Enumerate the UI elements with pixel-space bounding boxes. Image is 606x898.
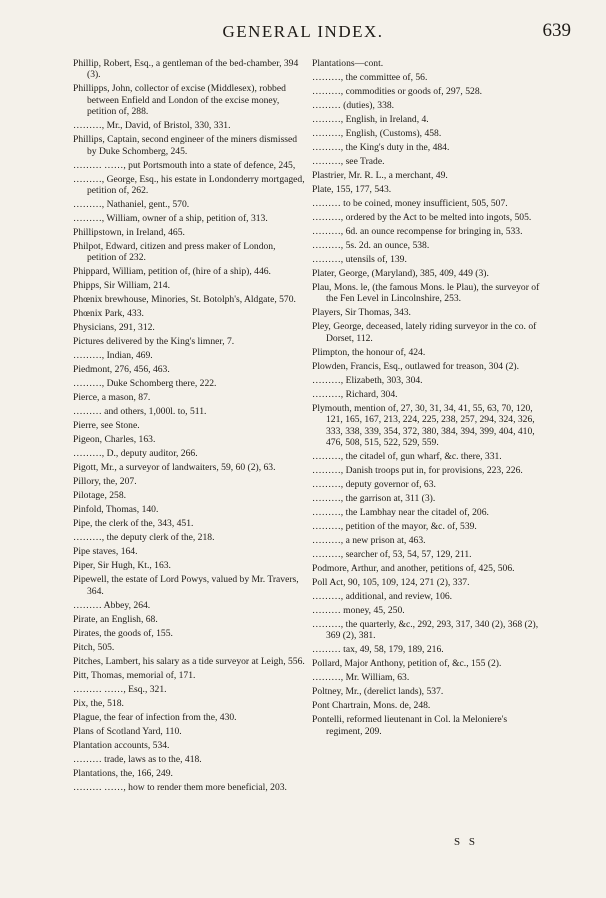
index-entry: Pictures delivered by the King's limner, 7. bbox=[73, 336, 235, 348]
index-entry: ………, Danish troops put in, for provisions, 223, 226. bbox=[312, 465, 523, 477]
running-head: GENERAL INDEX. bbox=[222, 22, 384, 41]
index-entry: Pley, George, deceased, lately riding surveyor in the co. of Dorset, 112. bbox=[312, 321, 537, 344]
index-entry: ……… ……, put Portsmouth into a state of defence, 245, bbox=[73, 159, 296, 171]
index-entry: Pipe, the clerk of the, 343, 451. bbox=[73, 518, 194, 530]
index-entry: ………, 6d. an ounce recompense for bringing in, 533. bbox=[312, 226, 523, 237]
index-entry: Pitches, Lambert, his salary as a tide surveyor at Leigh, 556. bbox=[73, 655, 305, 667]
index-entry: ……… trade, laws as to the, 418. bbox=[73, 753, 202, 765]
index-entry: Plau, Mons. le, (the famous Mons. le Plau), the surveyor of the Fen Level in Lincolnshire, 253. bbox=[312, 282, 540, 305]
index-entry: Plans of Scotland Yard, 110. bbox=[73, 725, 182, 737]
index-entry: Plague, the fear of infection from the, 430. bbox=[73, 711, 237, 723]
index-entry: Pix, the, 518. bbox=[73, 697, 124, 709]
index-entry: Piedmont, 276, 456, 463. bbox=[73, 364, 170, 376]
index-entry: ……… (duties), 338. bbox=[312, 100, 395, 111]
index-entry: Phillip, Robert, Esq., a gentleman of the bed-chamber, 394 (3). bbox=[73, 58, 299, 81]
signature-mark: S S bbox=[454, 836, 478, 848]
index-entry: ……… Abbey, 264. bbox=[73, 599, 151, 611]
index-entry: ………, George, Esq., his estate in Londonderry mortgaged, petition of, 262. bbox=[73, 173, 305, 197]
index-entry: ………, searcher of, 53, 54, 57, 129, 211. bbox=[312, 549, 472, 561]
index-entry: ………, Richard, 304. bbox=[312, 388, 398, 400]
index-entry: ……… ……, Esq., 321. bbox=[73, 683, 167, 695]
index-entry: Phœnix brewhouse, Minories, St. Botolph's, Aldgate, 570. bbox=[73, 294, 296, 306]
index-entry: Pollard, Major Anthony, petition of, &c., 155 (2). bbox=[312, 658, 502, 670]
index-entry: Plantations—cont. bbox=[312, 58, 384, 69]
index-entry: Pirate, an English, 68. bbox=[73, 613, 158, 625]
index-entry: ………, the garrison at, 311 (3). bbox=[312, 493, 436, 505]
index-entry: Plymouth, mention of, 27, 30, 31, 34, 41, 55, 63, 70, 120, 121, 165, 167, 213, 224, 225, 238, 257, 294, 324, 326, 333, 338, 339, 354, 372, 380, 384, 394, 399, 404, 410, 476, 508, 515, 522, 529, 559. bbox=[312, 402, 535, 449]
index-entry: ………, English, in Ireland, 4. bbox=[312, 114, 429, 125]
index-entry: Pitch, 505. bbox=[73, 641, 115, 653]
index-entry: ……… and others, 1,000l. to, 511. bbox=[73, 406, 207, 418]
index-entry: Pontelli, reformed lieutenant in Col. la Meloniere's regiment, 209. bbox=[312, 714, 508, 737]
index-entry: Pirates, the goods of, 155. bbox=[73, 627, 173, 639]
index-entry: Plantations, the, 166, 249. bbox=[73, 767, 173, 779]
index-entry: ………, petition of the mayor, &c. of, 539. bbox=[312, 521, 477, 533]
index-entry: ………, a new prison at, 463. bbox=[312, 535, 426, 547]
index-entry: ………, William, owner of a ship, petition of, 313. bbox=[73, 213, 268, 225]
index-entry: Pierre, see Stone. bbox=[73, 420, 140, 432]
page-number: 639 bbox=[542, 20, 571, 41]
index-entry: ……… money, 45, 250. bbox=[312, 605, 405, 617]
index-entry: ………, Nathaniel, gent., 570. bbox=[73, 199, 190, 211]
index-entry: Poll Act, 90, 105, 109, 124, 271 (2), 337. bbox=[312, 577, 470, 589]
index-entry: Philpot, Edward, citizen and press maker of London, petition of 232. bbox=[73, 241, 276, 264]
index-entry: ………, additional, and review, 106. bbox=[312, 591, 453, 603]
index-entry: Pilotage, 258. bbox=[73, 490, 127, 502]
index-column-right bbox=[312, 58, 540, 740]
index-entry: ………, Elizabeth, 303, 304. bbox=[312, 374, 423, 386]
index-entry: Poltney, Mr., (derelict lands), 537. bbox=[312, 686, 444, 698]
index-entry: ………, the Lambhay near the citadel of, 206. bbox=[312, 507, 489, 519]
index-entry: ………, deputy governor of, 63. bbox=[312, 479, 436, 491]
index-entry: Pigeon, Charles, 163. bbox=[73, 434, 156, 446]
index-entry: Plowden, Francis, Esq., outlawed for treason, 304 (2). bbox=[312, 360, 520, 372]
index-entry: ………, the King's duty in the, 484. bbox=[312, 142, 450, 153]
index-entry: Piper, Sir Hugh, Kt., 163. bbox=[73, 560, 171, 572]
index-entry: Podmore, Arthur, and another, petitions of, 425, 506. bbox=[312, 563, 515, 575]
index-entry: ………, the committee of, 56. bbox=[312, 72, 428, 83]
index-entry: Plantation accounts, 534. bbox=[73, 739, 170, 751]
index-entry: Players, Sir Thomas, 343. bbox=[312, 307, 411, 319]
index-entry: Plastrier, Mr. R. L., a merchant, 49. bbox=[312, 170, 448, 181]
index-entry: ……… to be coined, money insufficient, 505, 507. bbox=[312, 198, 508, 209]
index-entry: ………, Duke Schomberg there, 222. bbox=[73, 378, 217, 390]
index-entry: ………, Mr., David, of Bristol, 330, 331. bbox=[73, 120, 231, 132]
index-entry: Pipe staves, 164. bbox=[73, 546, 138, 558]
index-entry: ………, see Trade. bbox=[312, 156, 385, 167]
index-entry: Pierce, a mason, 87. bbox=[73, 392, 151, 404]
index-entry: Plimpton, the honour of, 424. bbox=[312, 346, 426, 358]
index-entry: ………, 5s. 2d. an ounce, 538. bbox=[312, 240, 430, 251]
index-entry: Pillory, the, 207. bbox=[73, 476, 137, 488]
index-entry: ………, the deputy clerk of the, 218. bbox=[73, 532, 215, 544]
index-entry: Phœnix Park, 433. bbox=[73, 308, 144, 320]
index-entry: Pitt, Thomas, memorial of, 171. bbox=[73, 669, 196, 681]
index-entry: Phillips, Captain, second engineer of the miners dismissed by Duke Schomberg, 245. bbox=[73, 134, 298, 157]
index-entry: Physicians, 291, 312. bbox=[73, 322, 155, 334]
index-column-left bbox=[73, 58, 305, 796]
index-entry: Pigott, Mr., a surveyor of landwaiters, 59, 60 (2), 63. bbox=[73, 462, 276, 474]
index-entry: ………, Mr. William, 63. bbox=[312, 672, 410, 684]
index-entry: Phipps, Sir William, 214. bbox=[73, 280, 170, 292]
index-entry: ………, utensils of, 139. bbox=[312, 254, 407, 265]
index-entry: Phippard, William, petition of, (hire of a ship), 446. bbox=[73, 266, 271, 278]
index-entry: Phillipps, John, collector of excise (Middlesex), robbed between Enfield and London of the excise money, petition of, 288. bbox=[73, 83, 286, 118]
index-entry: Pont Chartrain, Mons. de, 248. bbox=[312, 700, 431, 712]
index-entry: ………, Indian, 469. bbox=[73, 350, 153, 362]
index-entry: ………, the citadel of, gun wharf, &c. there, 331. bbox=[312, 451, 502, 463]
index-entry: ………, the quarterly, &c., 292, 293, 317, 340 (2), 368 (2), 369 (2), 381. bbox=[312, 619, 539, 642]
index-entry: ………, D., deputy auditor, 266. bbox=[73, 448, 198, 460]
index-entry: Plater, George, (Maryland), 385, 409, 449 (3). bbox=[312, 268, 489, 279]
index-entry: Plate, 155, 177, 543. bbox=[312, 184, 392, 195]
index-entry: Phillipstown, in Ireland, 465. bbox=[73, 227, 185, 239]
index-entry: ……… tax, 49, 58, 179, 189, 216. bbox=[312, 644, 444, 656]
index-entry: ………, ordered by the Act to be melted into ingots, 505. bbox=[312, 212, 532, 223]
index-entry: ………, English, (Customs), 458. bbox=[312, 128, 442, 139]
index-entry: ……… ……, how to render them more beneficial, 203. bbox=[73, 781, 287, 793]
index-entry: Pinfold, Thomas, 140. bbox=[73, 504, 159, 516]
index-entry: ………, commodities or goods of, 297, 528. bbox=[312, 86, 483, 97]
index-entry: Pipewell, the estate of Lord Powys, valued by Mr. Travers, 364. bbox=[73, 574, 299, 597]
